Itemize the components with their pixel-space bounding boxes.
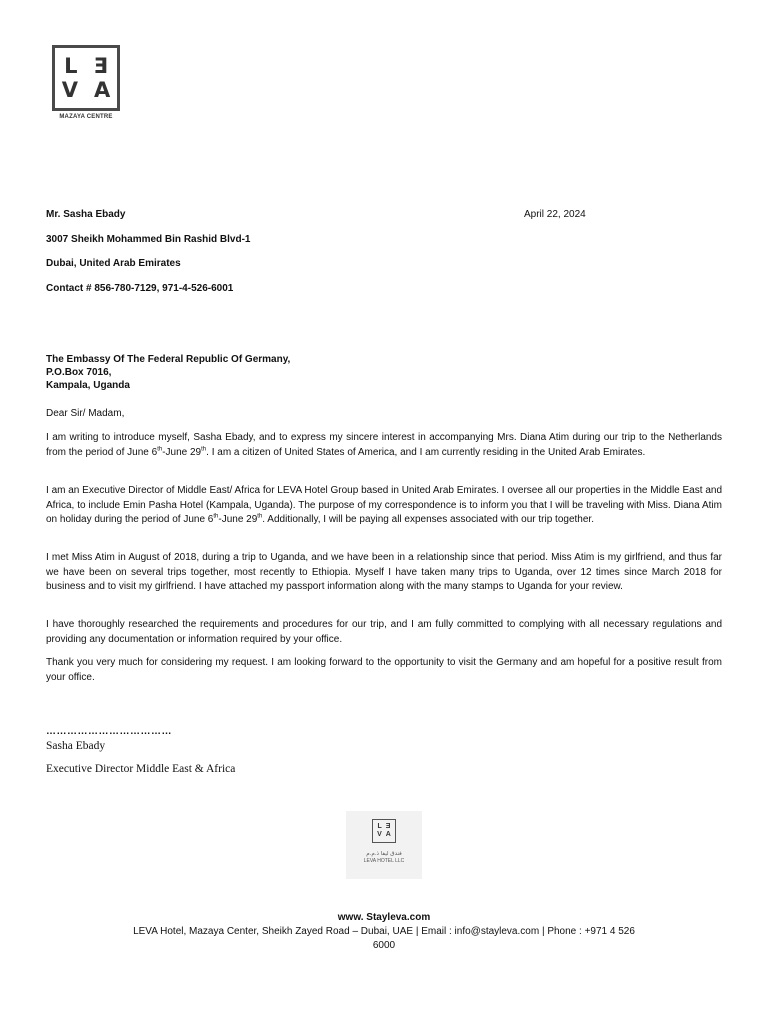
signature-name: Sasha Ebady — [46, 740, 106, 752]
paragraph-introduction: I am writing to introduce myself, Sasha Ebady, and to express my sincere interest in accompanying Mrs. Diana Atim during our trip to the Netherlands from the period of June 6th-June 29th. I am a citizen of United States of America, and I am currently residing in the United Arab Emirates. — [46, 432, 722, 458]
footer-phone-end: 6000 — [372, 940, 396, 951]
recipient-block — [46, 353, 290, 393]
signature-line: ……………………………… — [46, 726, 172, 737]
logo-letter: Ǝ — [93, 54, 108, 78]
sender-contact: Contact # 856-780-7129, 971-4-526-6001 — [46, 282, 234, 294]
paragraph-employment: I am an Executive Director of Middle East/ Africa for LEVA Hotel Group based in United Arab Emirates. I oversee all our properties in the Middle East and Africa, to include Emin Pasha Hotel (Kampala, Uganda). The purpose of my correspondence is to inform you that I will be traveling with Miss. Diana Atim on holiday during the period of June 6th-June 29th. Additionally, I will be paying all expenses associated with our trip together. — [46, 485, 722, 525]
recipient-line3: Kampala, Uganda — [46, 380, 130, 392]
stamp-logo: L Ǝ V A — [372, 819, 396, 843]
recipient-line2: P.O.Box 7016, — [46, 367, 112, 379]
sender-name: Mr. Sasha Ebady — [46, 209, 126, 220]
logo-letter: V — [61, 78, 78, 102]
signature-title: Executive Director Middle East & Africa — [46, 763, 236, 775]
company-stamp — [346, 811, 422, 879]
footer-website: www. Stayleva.com — [337, 912, 431, 923]
paragraph-relationship: I met Miss Atim in August of 2018, during a trip to Uganda, and we have been in a relationship since that period. Miss Atim is my girlfriend, and thus far we have been on several trips together, most recently to Ethiopia. Myself I have taken many trips to Uganda, over 12 times since March 2018 for business and to visit my girlfriend. I have attached my passport information along with the many stamps to Uganda for your review. — [46, 552, 722, 592]
sender-address-line1: 3007 Sheikh Mohammed Bin Rashid Blvd-1 — [46, 233, 251, 245]
leva-logo — [52, 45, 120, 111]
stamp-arabic-text: فندق ليفا ذ.م.م — [366, 851, 402, 857]
paragraph-closing: Thank you very much for considering my request. I am looking forward to the opportunity to visit the Germany and am hopeful for a positive result from your office. — [46, 657, 722, 683]
logo-letter: L — [64, 54, 78, 78]
logo-subtitle: MAZAYA CENTRE — [59, 114, 113, 120]
sender-address-line2: Dubai, United Arab Emirates — [46, 258, 181, 269]
footer — [100, 911, 668, 953]
footer-address: LEVA Hotel, Mazaya Center, Sheikh Zayed Road – Dubai, UAE | Email : info@stayleva.com | Phone : +971 4 526 — [133, 926, 635, 937]
salutation: Dear Sir/ Madam, — [46, 408, 125, 419]
paragraph-compliance: I have thoroughly researched the requirements and procedures for our trip, and I am fully committed to complying with all necessary regulations and providing any documentation or information required by your office. — [46, 619, 722, 645]
sender-block — [46, 208, 251, 306]
stamp-company-name: LEVA HOTEL LLC — [363, 858, 405, 864]
letter-date: April 22, 2024 — [524, 209, 586, 220]
recipient-line1: The Embassy Of The Federal Republic Of Germany, — [46, 354, 291, 365]
logo-letter: A — [94, 78, 111, 102]
